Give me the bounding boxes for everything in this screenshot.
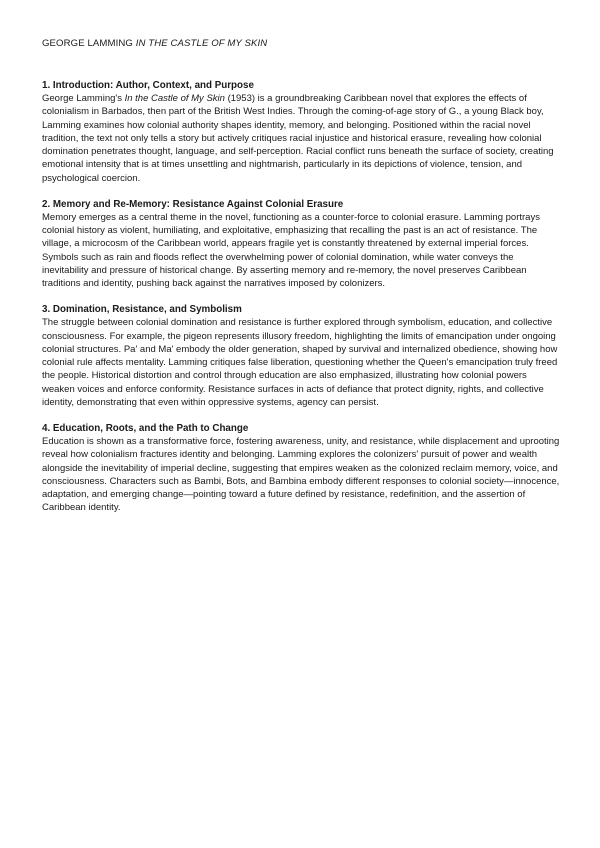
section-heading: 2. Memory and Re-Memory: Resistance Against Colonial Erasure (42, 198, 344, 210)
body-text: (1953) is a groundbreaking Caribbean novel that explores the effects of colonialism in Barbados, then part of the British West Indies. Through the coming-of-age story of G., a young Black boy, Lamming examines how colonial authority shapes identity, memory, and belonging. Positioned within the racial novel tradition, the text not only tells a story but actively critiques racial injustice and historical erasure, revealing how colonial domination penetrates thought, language, and self-perception. Racial conflict runs beneath the surface of society, creating emotional intensity that is at times unsettling and nightmarish, particularly in its depictions of violence, tension, and psychological coercion. (42, 93, 554, 184)
section-memory (42, 198, 560, 291)
document-header (42, 37, 560, 50)
section-body: Education is shown as a transformative force, fostering awareness, unity, and resistance, while displacement and uprooting reveal how colonialism fractures identity and belonging. Lamming explores the colonizers' pursuit of power and wealth alongside the inevitability of imperial decline, suggesting that empires weaken as the colonized reclaim memory, voice, and consciousness. Characters such as Bambi, Bots, and Bambina embody different responses to colonial society—innocence, adaptation, and emerging change—pointing toward a future defined by resistance, redefinition, and the assertion of Caribbean identity. (42, 436, 560, 514)
section-heading: 4. Education, Roots, and the Path to Change (42, 423, 249, 434)
section-domination (42, 303, 560, 409)
section-body: The struggle between colonial domination and resistance is further explored through symbolism, education, and collective consciousness. For example, the pigeon represents illusory freedom, highlighting the limits of emancipation under ongoing colonial structures. Pa' and Ma' embody the older generation, shaped by survival and internalized obedience, showing how colonial rule affects mentality. Lamming critiques false liberation, questioning whether the Queen's emancipation truly freed the people. Historical distortion and control through education are also emphasized, illustrating how colonial powers weaken voices and enforce conformity. Resistance surfaces in acts of defiance that protect dignity, rights, and collective identity, demonstrating that even within oppressive systems, agency can persist. (42, 317, 558, 408)
body-intro-text: George Lamming's (42, 93, 125, 104)
section-heading: 3. Domination, Resistance, and Symbolism (42, 304, 242, 316)
section-heading: 1. Introduction: Author, Context, and Purpose (42, 80, 254, 91)
section-body (42, 92, 560, 185)
header-author: GEORGE LAMMING (42, 38, 133, 49)
section-education (42, 422, 560, 515)
section-introduction (42, 79, 560, 185)
novel-title: In the Castle of My Skin (124, 93, 225, 104)
header-title: IN THE CASTLE OF MY SKIN (135, 38, 268, 49)
section-body: Memory emerges as a central theme in the novel, functioning as a counter-force to colonial erasure. Lamming portrays colonial history as violent, humiliating, and exploitative, emphasizing that recalling the past is an act of resistance. The village, a microcosm of the Caribbean world, appears fragile yet is constantly threatened by external imperial forces. Symbols such as rain and floods reflect the overwhelming power of colonial domination, while water conveys the inevitability and pressure of historical change. By asserting memory and re-memory, the novel preserves Caribbean traditions and identity, pushing back against the narratives imposed by colonizers. (42, 211, 540, 289)
